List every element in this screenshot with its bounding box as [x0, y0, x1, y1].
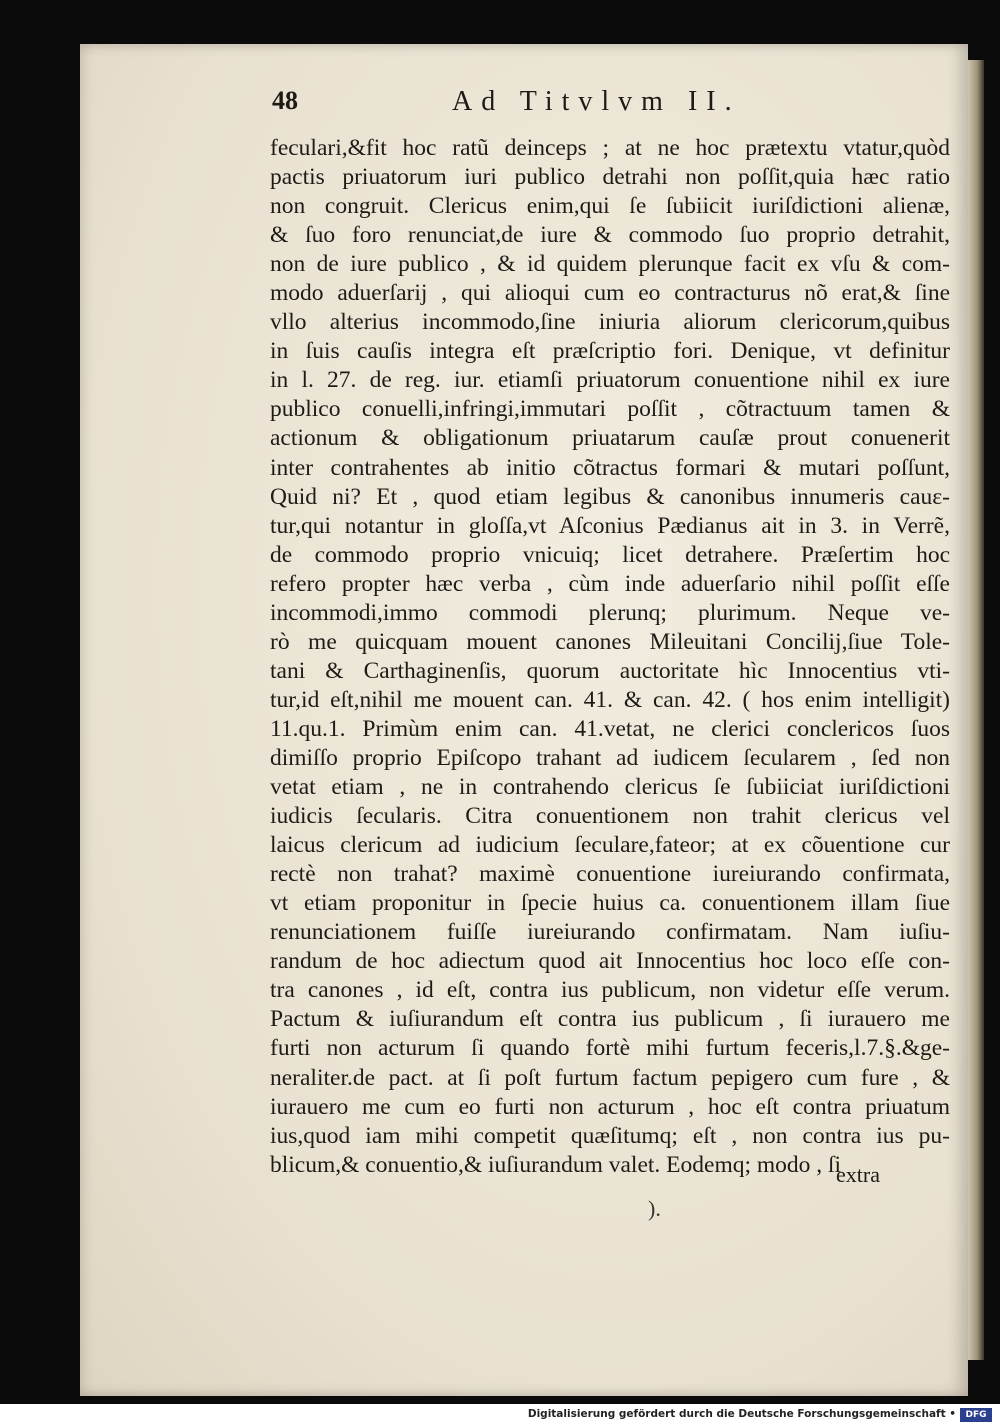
- text-line: tur,id eſt,nihil me mouent can. 41. & can. 42. ( hos enim intelligit): [270, 686, 950, 713]
- text-line: pactis priuatorum iuri publico detrahi non poſſit,quia hæc ratio: [270, 164, 950, 191]
- text-line: publico conuelli,infringi,immutari poſſit , cõtractuum tamen &: [270, 396, 950, 423]
- text-line: in ſuis cauſis integra eſt præſcriptio fori. Denique, vt definitur: [270, 338, 950, 365]
- text-line: non de iure publico , & id quidem plerunque facit ex vſu & com-: [270, 251, 950, 278]
- funding-credit: Digitalisierung gefördert durch die Deutsche Forschungsgemeinschaft •: [527, 1408, 956, 1420]
- page-header: [272, 86, 832, 120]
- text-line: non congruit. Clericus enim,qui ſe ſubiicit iuriſdictioni alienæ,: [270, 193, 950, 220]
- text-line: tur,qui notantur in gloſſa,vt Aſconius Pædianus ait in 3. in Verrẽ,: [270, 512, 950, 539]
- footer-bar: [0, 1404, 1000, 1426]
- text-line: & ſuo foro renunciat,de iure & commodo ſuo proprio detrahit,: [270, 222, 950, 249]
- text-line: randum de hoc adiectum quod ait Innocentius hoc loco eſſe con-: [270, 948, 950, 975]
- text-line: rò me quicquam mouent canones Mileuitani Concilij,ſiue Tole-: [270, 628, 950, 655]
- text-line: tani & Carthaginenſis, quorum auctoritate hìc Innocentius vti-: [270, 657, 950, 684]
- text-line: vetat etiam , ne in contrahendo clericus ſe ſubiiciat iuriſdictioni: [270, 774, 950, 801]
- text-line: vllo alterius incommodo,ſine iniuria aliorum clericorum,quibus: [270, 309, 950, 336]
- text-line: blicum,& conuentio,& iuſiurandum valet. Eodemq; modo , ſi: [270, 1151, 842, 1178]
- text-line: Quid ni? Et , quod etiam legibus & canonibus innumeris cauε-: [270, 483, 950, 510]
- text-line: tra canones , id eſt, contra ius publicum, non videtur eſſe verum.: [270, 977, 950, 1004]
- catchword: extra: [836, 1162, 880, 1187]
- text-line: actionum & obligationum priuatarum cauſæ prout conuenerit: [270, 425, 950, 452]
- page-number: 48: [272, 86, 298, 115]
- body-text: [270, 134, 950, 1180]
- text-line: Pactum & iuſiurandum eſt contra ius publicum , ſi iurauero me: [270, 1006, 950, 1033]
- dfg-logo: DFG: [960, 1408, 992, 1422]
- ink-mark: ).: [648, 1196, 661, 1221]
- text-line: 11.qu.1. Primùm enim can. 41.vetat, ne clerici conclericos ſuos: [270, 715, 950, 742]
- text-line: neraliter.de pact. at ſi poſt furtum factum pepigero cum fure , &: [270, 1064, 950, 1091]
- text-line: in l. 27. de reg. iur. etiamſi priuatorum conuentione nihil ex iure: [270, 367, 950, 394]
- text-line: ius,quod iam mihi competit quæſitumq; eſt , non contra ius pu-: [270, 1122, 950, 1149]
- text-line: feculari,&fit hoc ratũ deinceps ; at ne hoc prætextu vtatur,quòd: [270, 135, 950, 161]
- text-line: inter contrahentes ab initio cõtractus formari & mutari poſſunt,: [270, 454, 950, 481]
- text-line: laicus clericum ad iudicium ſeculare,fateor; at ex cõuentione cur: [270, 832, 950, 859]
- text-line: dimiſſo proprio Epiſcopo trahant ad iudicem ſecularem , ſed non: [270, 744, 950, 771]
- text-line: vt etiam proponitur in ſpecie huius ca. conuentionem illam ſiue: [270, 890, 950, 917]
- text-line: de commodo proprio vnicuiq; licet detrahere. Præſertim hoc: [270, 541, 950, 568]
- text-line: rectè non trahat? maximè conuentione iureiurando confirmata,: [270, 861, 950, 888]
- page-edge: [968, 60, 984, 1360]
- text-line: refero propter hæc verba , cùm inde aduerſario nihil poſſit eſſe: [270, 570, 950, 597]
- text-line: renunciationem fuiſſe iureiurando confirmatam. Nam iuſiu-: [270, 919, 950, 946]
- text-line: incommodi,immo commodi plerunq; plurimum. Neque ve-: [270, 599, 950, 626]
- text-line: furti non acturum ſi quando fortè mihi furtum feceris,l.7.§.&ge-: [270, 1035, 950, 1062]
- running-title: Ad Titvlvm II.: [452, 86, 741, 117]
- text-line: iudicis ſecularis. Citra conuentionem non trahit clericus vel: [270, 803, 950, 830]
- text-line: iurauero me cum eo furti non acturum , hoc eſt contra priuatum: [270, 1093, 950, 1120]
- text-line: modo aduerſarij , qui alioqui cum eo contracturus nõ erat,& ſine: [270, 280, 950, 307]
